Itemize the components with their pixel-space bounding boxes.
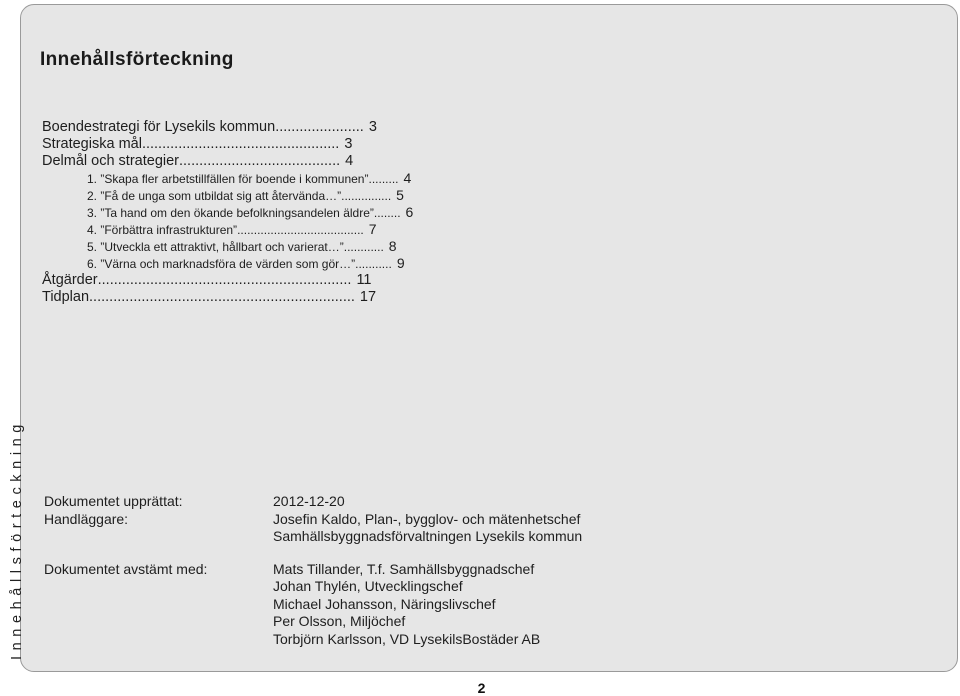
page-number: 2 xyxy=(477,680,486,696)
metadata-value: Per Olsson, Miljöchef xyxy=(273,613,406,629)
toc-entry-label: 5. ”Utveckla ett attraktivt, hållbart och varierat…” xyxy=(87,240,344,254)
toc-entry-label: 1. ”Skapa fler arbetstillfällen för boende i kommunen” xyxy=(87,172,369,186)
toc-entry-leader: ...................... xyxy=(275,119,364,135)
toc-entry[interactable] xyxy=(42,272,482,289)
toc-entry-label: 6. ”Värna och marknadsföra de värden som gör…” xyxy=(87,257,356,271)
metadata-value: Torbjörn Karlsson, VD LysekilsBostäder AB xyxy=(273,630,541,647)
toc-entry[interactable] xyxy=(42,170,482,187)
toc-entry[interactable] xyxy=(42,289,482,306)
toc-entry[interactable] xyxy=(42,204,482,221)
toc-entry-leader: ........................................ xyxy=(179,153,341,169)
metadata-value: 2012-12-20 xyxy=(273,493,345,509)
metadata-key: Dokumentet upprättat: xyxy=(44,493,183,509)
toc-entry[interactable] xyxy=(42,136,482,153)
toc-entry-leader: ................................................. xyxy=(141,136,340,152)
metadata-value: Josefin Kaldo, Plan-, bygglov- och mätenhetschef xyxy=(273,510,581,527)
toc-entry-leader: ........ xyxy=(373,206,401,220)
metadata-value: Samhällsbyggnadsförvaltningen Lysekils kommun xyxy=(273,528,583,544)
toc-entry-label: Boendestrategi för Lysekils kommun xyxy=(42,119,276,135)
toc-entry-page: 7 xyxy=(368,221,377,237)
toc-entry-leader: ............................................................... xyxy=(97,272,352,288)
toc-entry[interactable] xyxy=(42,119,482,136)
toc-entry-label: 2. ”Få de unga som utbildat sig att återvända…” xyxy=(87,189,342,203)
toc-entry-page: 11 xyxy=(356,272,372,288)
toc-entry-page: 3 xyxy=(368,119,377,135)
toc-entry-leader: .................................................................. xyxy=(89,289,355,305)
metadata-key: Handläggare: xyxy=(44,510,129,527)
toc-entry-leader: ............... xyxy=(341,189,392,203)
table-of-contents xyxy=(42,119,482,306)
toc-entry[interactable] xyxy=(42,255,482,272)
toc-entry-label: Delmål och strategier xyxy=(42,153,179,169)
metadata-value: Michael Johansson, Näringslivschef xyxy=(273,595,496,612)
sidebar-title: Innehållsförteckning xyxy=(9,419,25,660)
page-title: Innehållsförteckning xyxy=(40,49,234,70)
toc-entry[interactable] xyxy=(42,153,482,170)
toc-entry-page: 4 xyxy=(345,153,354,169)
toc-entry-leader: ............ xyxy=(343,240,384,254)
toc-entry-label: Strategiska mål xyxy=(42,136,142,152)
toc-entry-page: 17 xyxy=(359,289,377,305)
toc-entry-page: 5 xyxy=(396,187,404,203)
toc-entry-page: 6 xyxy=(405,204,414,220)
toc-entry-leader: ......... xyxy=(368,172,399,186)
toc-entry-leader: ........... xyxy=(355,257,392,271)
metadata-value: Mats Tillander, T.f. Samhällsbyggnadschef xyxy=(273,560,535,577)
toc-entry-label: Åtgärder xyxy=(42,272,98,288)
toc-entry-leader: ...................................... xyxy=(237,223,364,237)
toc-entry[interactable] xyxy=(42,238,482,255)
metadata-value: Johan Thylén, Utvecklingschef xyxy=(273,578,463,594)
toc-entry-label: Tidplan xyxy=(42,289,90,305)
metadata-key: Dokumentet avstämt med: xyxy=(44,560,208,577)
toc-entry-page: 4 xyxy=(403,170,412,186)
toc-entry[interactable] xyxy=(42,187,482,204)
toc-entry-page: 9 xyxy=(396,255,405,271)
toc-entry-page: 8 xyxy=(388,238,397,254)
toc-entry-page: 3 xyxy=(344,136,353,152)
toc-entry-label: 4. ”Förbättra infrastrukturen” xyxy=(87,223,238,237)
toc-entry-label: 3. ”Ta hand om den ökande befolkningsandelen äldre” xyxy=(87,206,374,220)
toc-entry[interactable] xyxy=(42,221,482,238)
